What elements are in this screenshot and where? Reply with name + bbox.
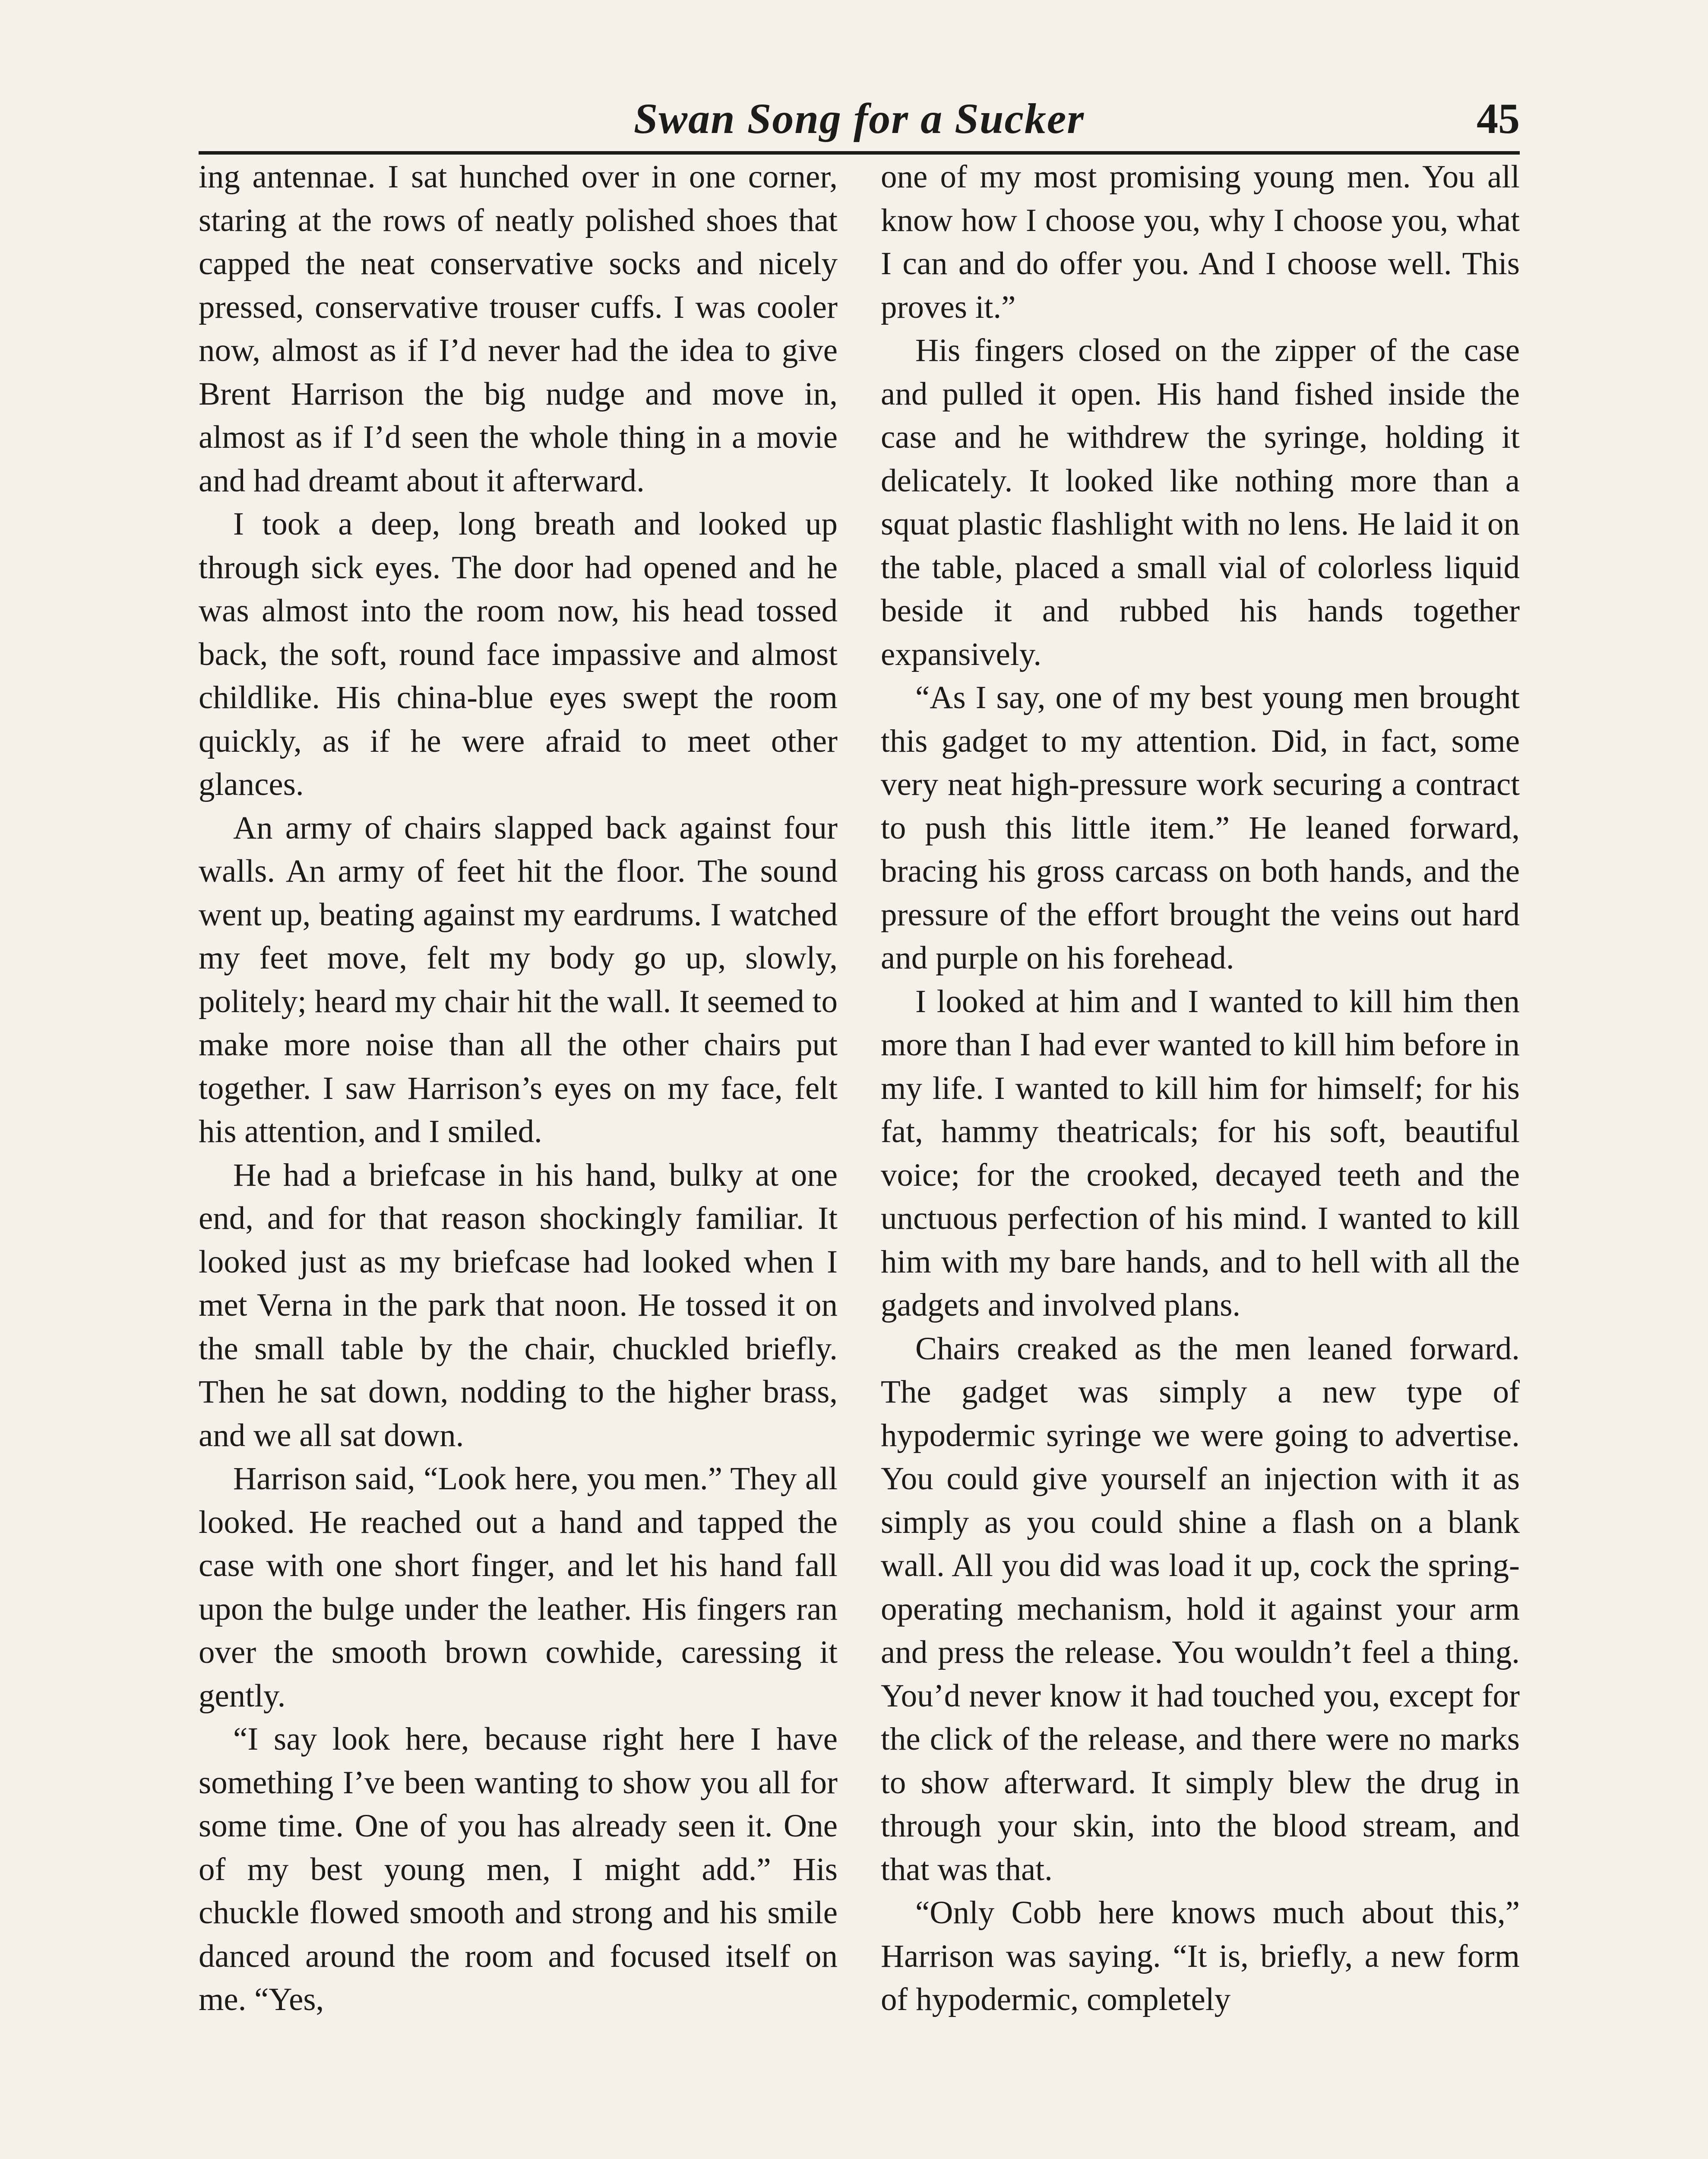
paragraph: ing antennae. I sat hunched over in one corner, staring at the rows of neatly polished shoes that capped the neat conservative socks and nicely pressed, conservative trouser cuffs. I was cooler now, almost as if I’d never had the idea to give Brent Harrison the big nudge and move in, almost as if I’d seen the whole thing in a movie and had dreamt about it afterward. [199, 159, 838, 499]
text-column-right [881, 155, 1520, 2159]
text-column-left [199, 155, 838, 2159]
paragraph: “I say look here, because right here I have something I’ve been wanting to show you all for some time. One of you has already seen it. One of my best young men, I might add.” His chuckle flowed smooth and strong and his smile danced around the room and focused itself on me. “Yes, [199, 1721, 838, 2017]
paragraph: Harrison said, “Look here, you men.” They all looked. He reached out a hand and tapped the case with one short finger, and let his hand fall upon the bulge under the leather. His fingers ran over the smooth brown cowhide, caressing it gently. [199, 1461, 838, 1714]
paragraph: I took a deep, long breath and looked up through sick eyes. The door had opened and he was almost into the room now, his head tossed back, the soft, round face impassive and almost childlike. His china-blue eyes swept the room quickly, as if he were afraid to meet other glances. [199, 506, 838, 802]
paragraph: Chairs creaked as the men leaned forward. The gadget was simply a new type of hypodermic syringe we were going to advertise. You could give yourself an injection with it as simply as you could shine a flash on a blank wall. All you did was load it up, cock the spring-operating mechanism, hold it against your arm and press the release. You wouldn’t feel a thing. You’d never know it had touched you, except for the click of the release, and there were no marks to show afterward. It simply blew the drug in through your skin, into the blood stream, and that was that. [881, 1330, 1520, 1887]
paragraph: “Only Cobb here knows much about this,” Harrison was saying. “It is, briefly, a new form of hypodermic, completely [881, 1895, 1520, 2017]
page-number: 45 [1477, 95, 1520, 142]
paragraph: “As I say, one of my best young men brought this gadget to my attention. Did, in fact, some very neat high-pressure work securing a contract to push this little item.” He leaned forward, bracing his gross carcass on both hands, and the pressure of the effort brought the veins out hard and purple on his forehead. [881, 680, 1520, 976]
paragraph: I looked at him and I wanted to kill him then more than I had ever wanted to kill him before in my life. I wanted to kill him for himself; for his fat, hammy theatricals; for his soft, beautiful voice; for the crooked, decayed teeth and the unctuous perfection of his mind. I wanted to kill him with my bare hands, and to hell with all the gadgets and involved plans. [881, 983, 1520, 1323]
page-header [199, 86, 1520, 155]
paragraph: An army of chairs slapped back against four walls. An army of feet hit the floor. The sound went up, beating against my eardrums. I watched my feet move, felt my body go up, slowly, politely; heard my chair hit the wall. It seemed to make more noise than all the other chairs put together. I saw Harrison’s eyes on my face, felt his attention, and I smiled. [199, 810, 838, 1149]
paragraph: He had a briefcase in his hand, bulky at one end, and for that reason shockingly familiar. It looked just as my briefcase had looked when I met Verna in the park that noon. He tossed it on the small table by the chair, chuckled briefly. Then he sat down, nodding to the higher brass, and we all sat down. [199, 1157, 838, 1453]
paragraph: one of my most promising young men. You all know how I choose you, why I choose you, what I can and do offer you. And I choose well. This proves it.” [881, 159, 1520, 325]
paragraph: His fingers closed on the zipper of the case and pulled it open. His hand fished inside the case and he withdrew the syringe, holding it delicately. It looked like nothing more than a squat plastic flashlight with no lens. He laid it on the table, placed a small vial of colorless liquid beside it and rubbed his hands together expansively. [881, 332, 1520, 672]
running-title: Swan Song for a Sucker [633, 95, 1085, 142]
